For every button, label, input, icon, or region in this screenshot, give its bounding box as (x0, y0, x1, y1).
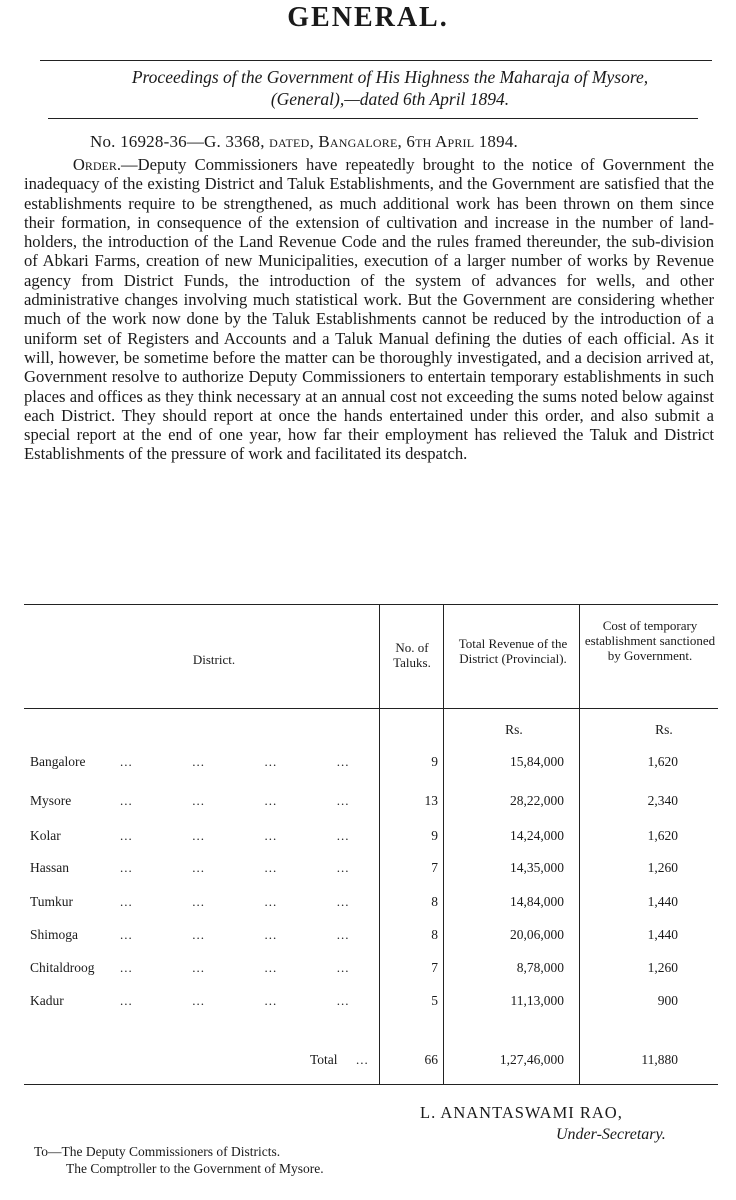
leader-dots: ... ... ... ... (120, 828, 350, 843)
leader-dots: ... ... ... ... (120, 927, 350, 942)
row-taluks: 5 (431, 993, 438, 1008)
table-top-rule (24, 604, 718, 605)
row-revenue: 14,35,000 (510, 860, 564, 875)
row-revenue: 14,24,000 (510, 828, 564, 843)
order-reference (90, 132, 518, 152)
row-district: Tumkur (30, 894, 74, 909)
order-paragraph (24, 155, 714, 464)
row-cost: 1,620 (647, 754, 678, 769)
header-taluks: No. of Taluks. (393, 640, 431, 670)
leader-dots: ... ... ... ... (120, 754, 350, 769)
order-label: Order. (72, 155, 122, 174)
table-row (24, 993, 718, 1017)
order-date: 6th April 1894. (406, 132, 518, 151)
table-row (24, 927, 718, 951)
table-header-rule (24, 708, 718, 709)
total-taluks: 66 (424, 1052, 438, 1067)
row-taluks: 8 (431, 894, 438, 909)
row-taluks: 8 (431, 927, 438, 942)
signatory-title: Under-Secretary. (556, 1126, 666, 1143)
row-district: Shimoga (30, 927, 79, 942)
table-row (24, 754, 718, 778)
row-taluks: 13 (424, 793, 438, 808)
table-bottom-rule (24, 1084, 718, 1085)
unit-cost: Rs. (655, 722, 673, 737)
dated-label: dated, Bangalore, (269, 132, 402, 151)
row-cost: 900 (657, 993, 678, 1008)
table-row (24, 960, 718, 984)
row-cost: 1,260 (647, 960, 678, 975)
order-number: No. 16928-36—G. 3368, (90, 132, 265, 151)
total-label: Total (310, 1052, 338, 1067)
leader-dots: ... ... ... ... (120, 860, 350, 875)
table-row (24, 828, 718, 852)
row-taluks: 7 (431, 960, 438, 975)
leader-dots: ... ... ... ... (120, 993, 350, 1008)
row-revenue: 14,84,000 (510, 894, 564, 909)
row-district: Bangalore (30, 754, 86, 769)
row-cost: 2,340 (647, 793, 678, 808)
recipient-line-1: To—The Deputy Commissioners of Districts. (34, 1144, 281, 1159)
row-cost: 1,440 (647, 927, 678, 942)
table-total-row (24, 1052, 718, 1076)
row-revenue: 20,06,000 (510, 927, 564, 942)
proceedings-line-2: (General),—dated 6th April 1894. (270, 89, 510, 109)
proceedings-title (40, 66, 736, 110)
header-cost: Cost of temporary establishment sanctioned by Government. (584, 618, 716, 663)
header-district: District. (192, 652, 236, 667)
heading-rule (40, 60, 712, 61)
row-revenue: 11,13,000 (510, 993, 564, 1008)
row-district: Chitaldroog (30, 960, 95, 975)
proceedings-line-1: Proceedings of the Government of His Highness the Maharaja of Mysore, (131, 67, 649, 87)
row-district: Kolar (30, 828, 61, 843)
row-revenue: 15,84,000 (510, 754, 564, 769)
unit-revenue: Rs. (505, 722, 523, 737)
table-row (24, 793, 718, 817)
order-text: —Deputy Commissioners have repeatedly brought to the notice of Government the inadequacy of the existing District and Taluk Establishments, and the Government are satisfied that the establishments require to be strengthened, as much additional work has been thrown on them since their formation, in consequence of the extension of cultivation and increase in the number of land-holders, the introduction of the Land Revenue Code and the rules framed thereunder, the sub-division of Abkari Farms, creation of new Municipalities, execution of a larger number of works by Revenue agency from District Funds, the introduction of the system of advances for wells, and other administrative changes involving much statistical work. But the Government are considering whether much of the work now done by the Taluk Establishments cannot be reduced by the introduction of a uniform set of Registers and Accounts and a Taluk Manual defining the duties of each official. As it will, however, be sometime before the matter can be thoroughly investigated, and a decision arrived at, Government resolve to authorize Deputy Commissioners to entertain temporary establishments in such places and offices as they think necessary at an annual cost not exceeding the sums noted below against each District. They should report at once the hands entertained under this order, and also submit a special report at the end of one year, how far their employment has relieved the Taluk and District Establishments of the pressure of work and facilitated its despatch. (24, 155, 715, 464)
row-district: Mysore (30, 793, 72, 808)
row-cost: 1,260 (647, 860, 678, 875)
leader-dots: ... ... ... ... (120, 894, 350, 909)
recipient-line-2: The Comptroller to the Government of Mysore. (66, 1161, 324, 1176)
row-district: Hassan (30, 860, 69, 875)
row-district: Kadur (30, 993, 64, 1008)
row-taluks: 9 (431, 754, 438, 769)
row-revenue: 8,78,000 (516, 960, 564, 975)
proceedings-rule (48, 118, 698, 119)
total-cost: 11,880 (641, 1052, 678, 1067)
total-revenue: 1,27,46,000 (499, 1052, 564, 1067)
signatory-name: L. ANANTASWAMI RAO, (420, 1103, 623, 1122)
row-revenue: 28,22,000 (510, 793, 564, 808)
table-row (24, 894, 718, 918)
leader-dots: ... ... ... ... (120, 793, 350, 808)
leader-dots: ... (356, 1052, 369, 1067)
table-row (24, 860, 718, 884)
row-cost: 1,620 (647, 828, 678, 843)
row-taluks: 7 (431, 860, 438, 875)
page-heading: GENERAL. (287, 2, 449, 33)
leader-dots: ... ... ... ... (120, 960, 350, 975)
row-taluks: 9 (431, 828, 438, 843)
header-revenue: Total Revenue of the District (Provincial). (458, 636, 568, 666)
row-cost: 1,440 (647, 894, 678, 909)
